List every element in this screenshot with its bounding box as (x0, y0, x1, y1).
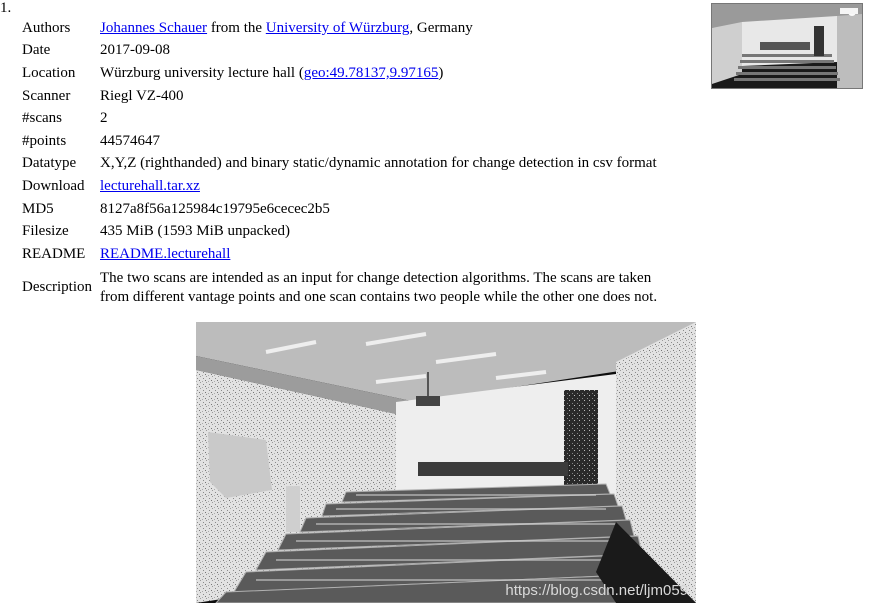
university-link[interactable]: University of Würzburg (265, 19, 410, 36)
download-label: Download (22, 177, 85, 194)
points-value: 44574647 (100, 132, 160, 149)
md5-value: 8127a8f56a125984c19795e6cecec2b5 (100, 200, 330, 217)
row-filesize (22, 220, 657, 243)
description-value (100, 266, 657, 307)
geo-link[interactable]: geo:49.78137,9.97165 (303, 64, 439, 81)
authors-value (100, 17, 657, 40)
row-datatype (22, 153, 657, 176)
row-points (22, 130, 657, 153)
scanner-label: Scanner (22, 87, 71, 104)
row-location (22, 62, 657, 85)
author-link[interactable]: Johannes Schauer (100, 19, 208, 36)
points-label: #points (22, 132, 67, 149)
filesize-value: 435 MiB (1593 MiB unpacked) (100, 223, 290, 240)
thumbnail-scan-graphic (712, 4, 862, 88)
dataset-metadata-table (20, 17, 659, 307)
description-line-2: from different vantage points and one scan contains two people while the other one does not. (100, 288, 658, 305)
row-scanner (22, 85, 657, 108)
date-value: 2017-09-08 (100, 42, 170, 59)
readme-value (100, 243, 657, 266)
md5-label: MD5 (22, 200, 54, 217)
datatype-label: Datatype (22, 155, 77, 172)
authors-mid-text: from the (207, 19, 266, 36)
description-label: Description (22, 279, 92, 296)
scans-value: 2 (100, 110, 108, 127)
readme-link[interactable]: README.lecturehall (100, 245, 231, 262)
location-suffix-text: ) (438, 64, 444, 81)
list-number: 1. (0, 0, 12, 16)
row-readme (22, 243, 657, 266)
date-label: Date (22, 42, 51, 59)
row-authors (22, 17, 657, 40)
csdn-watermark: https://blog.csdn.net/ljm059 (505, 582, 688, 599)
row-md5 (22, 198, 657, 221)
row-date (22, 40, 657, 63)
row-download (22, 175, 657, 198)
scanner-value: Riegl VZ-400 (100, 87, 184, 104)
location-label: Location (22, 64, 76, 81)
filesize-label: Filesize (22, 223, 69, 240)
authors-label: Authors (22, 19, 71, 36)
location-value (100, 62, 657, 85)
download-link[interactable]: lecturehall.tar.xz (100, 177, 200, 194)
row-scans (22, 107, 657, 130)
readme-label: README (22, 245, 86, 262)
scans-label: #scans (22, 110, 62, 127)
datatype-value: X,Y,Z (righthanded) and binary static/dynamic annotation for change detection in csv format (100, 155, 657, 172)
authors-tail-text: , Germany (409, 19, 473, 36)
description-line-1: The two scans are intended as an input for change detection algorithms. The scans are taken (100, 269, 652, 286)
download-value (100, 175, 657, 198)
lecture-hall-point-cloud-image (196, 322, 696, 603)
location-prefix-text: Würzburg university lecture hall ( (100, 64, 304, 81)
lecture-hall-thumbnail[interactable] (711, 3, 863, 89)
point-cloud-render (196, 322, 696, 603)
row-description (22, 266, 657, 307)
